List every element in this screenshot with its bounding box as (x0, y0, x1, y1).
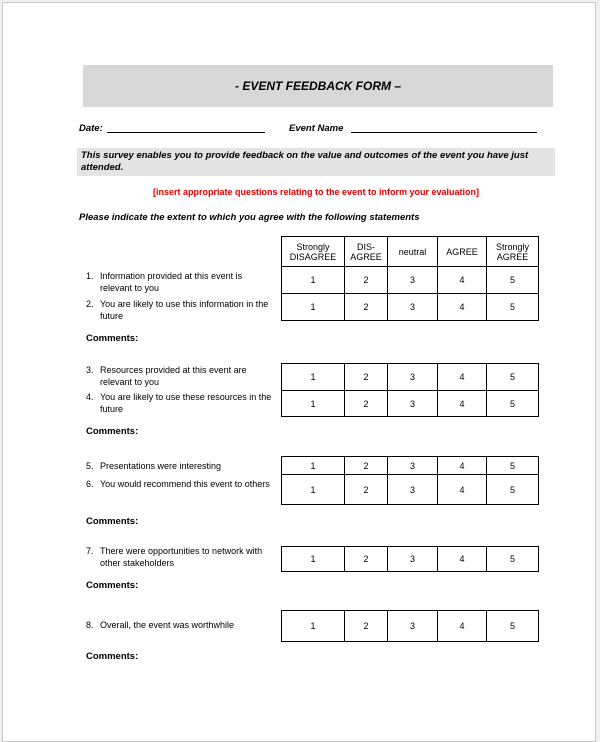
rating-option-4[interactable]: 4 (438, 457, 487, 475)
instruction-text: Please indicate the extent to which you agree with the following statements (79, 212, 420, 223)
intro-text: This survey enables you to provide feedback on the value and outcomes of the event you have just attended. (77, 148, 555, 176)
rating-option-1[interactable]: 1 (282, 547, 345, 572)
question-number: 4. (86, 392, 94, 402)
rating-row-q8 (282, 611, 539, 642)
rating-option-5[interactable]: 5 (487, 294, 539, 321)
document-page (2, 2, 596, 742)
rating-table-3 (281, 456, 539, 505)
rating-option-2[interactable]: 2 (345, 611, 388, 642)
rating-option-2[interactable]: 2 (345, 364, 388, 391)
event-name-label: Event Name (289, 123, 344, 134)
header-neutral: neutral (388, 237, 438, 267)
header-agree: AGREE (438, 237, 487, 267)
question-text: You would recommend this event to others (100, 479, 270, 489)
question-number: 1. (86, 271, 94, 281)
event-name-field[interactable] (351, 132, 537, 133)
rating-table-1 (281, 236, 539, 321)
rating-option-1[interactable]: 1 (282, 475, 345, 505)
rating-option-2[interactable]: 2 (345, 391, 388, 417)
rating-option-4[interactable]: 4 (438, 364, 487, 391)
rating-option-2[interactable]: 2 (345, 457, 388, 475)
rating-option-1[interactable]: 1 (282, 391, 345, 417)
question-text: Overall, the event was worthwhile (100, 620, 235, 630)
scale-header-row (282, 237, 539, 267)
rating-option-5[interactable]: 5 (487, 611, 539, 642)
form-title: - EVENT FEEDBACK FORM – (83, 65, 553, 107)
question-text: There were opportunities to network with other stakeholders (100, 546, 263, 568)
rating-option-2[interactable]: 2 (345, 267, 388, 294)
comments-label: Comments: (86, 426, 139, 437)
rating-option-4[interactable]: 4 (438, 547, 487, 572)
rating-option-4[interactable]: 4 (438, 267, 487, 294)
question-number: 7. (86, 546, 94, 556)
rating-option-1[interactable]: 1 (282, 611, 345, 642)
rating-option-3[interactable]: 3 (388, 611, 438, 642)
rating-row-q4 (282, 391, 539, 417)
rating-row-q7 (282, 547, 539, 572)
comments-label: Comments: (86, 651, 139, 662)
rating-option-5[interactable]: 5 (487, 391, 539, 417)
header-strongly-disagree: Strongly DISAGREE (282, 237, 345, 267)
question-text: Presentations were interesting (100, 461, 222, 471)
rating-option-5[interactable]: 5 (487, 475, 539, 505)
date-label: Date: (79, 123, 103, 134)
rating-option-2[interactable]: 2 (345, 475, 388, 505)
rating-option-3[interactable]: 3 (388, 391, 438, 417)
rating-row-q5 (282, 457, 539, 475)
rating-option-3[interactable]: 3 (388, 364, 438, 391)
rating-row-q6 (282, 475, 539, 505)
rating-row-q2 (282, 294, 539, 321)
comments-label: Comments: (86, 516, 139, 527)
rating-option-1[interactable]: 1 (282, 457, 345, 475)
question-number: 3. (86, 365, 94, 375)
date-field[interactable] (107, 132, 265, 133)
rating-option-1[interactable]: 1 (282, 294, 345, 321)
insert-note: [insert appropriate questions relating to the event to inform your evaluation] (152, 187, 480, 197)
rating-option-2[interactable]: 2 (345, 294, 388, 321)
rating-row-q1 (282, 267, 539, 294)
question-text: You are likely to use this information in the future (100, 299, 269, 321)
rating-table-2 (281, 363, 539, 417)
rating-option-1[interactable]: 1 (282, 267, 345, 294)
question-text: Information provided at this event is relevant to you (100, 271, 243, 293)
comments-label: Comments: (86, 333, 139, 344)
rating-row-q3 (282, 364, 539, 391)
rating-option-3[interactable]: 3 (388, 547, 438, 572)
rating-option-4[interactable]: 4 (438, 294, 487, 321)
question-text: Resources provided at this event are relevant to you (100, 365, 247, 387)
rating-option-5[interactable]: 5 (487, 364, 539, 391)
rating-option-5[interactable]: 5 (487, 267, 539, 294)
rating-option-4[interactable]: 4 (438, 611, 487, 642)
question-text: You are likely to use these resources in the future (100, 392, 272, 414)
rating-option-3[interactable]: 3 (388, 267, 438, 294)
header-strongly-agree: Strongly AGREE (487, 237, 539, 267)
rating-option-3[interactable]: 3 (388, 294, 438, 321)
rating-option-4[interactable]: 4 (438, 391, 487, 417)
question-number: 8. (86, 620, 94, 630)
question-number: 6. (86, 479, 94, 489)
rating-option-4[interactable]: 4 (438, 475, 487, 505)
comments-label: Comments: (86, 580, 139, 591)
rating-option-3[interactable]: 3 (388, 457, 438, 475)
rating-option-3[interactable]: 3 (388, 475, 438, 505)
question-number: 2. (86, 299, 94, 309)
question-number: 5. (86, 461, 94, 471)
rating-option-1[interactable]: 1 (282, 364, 345, 391)
rating-table-4 (281, 546, 539, 572)
rating-option-2[interactable]: 2 (345, 547, 388, 572)
rating-option-5[interactable]: 5 (487, 457, 539, 475)
rating-option-5[interactable]: 5 (487, 547, 539, 572)
header-disagree: DIS-AGREE (345, 237, 388, 267)
rating-table-5 (281, 610, 539, 642)
